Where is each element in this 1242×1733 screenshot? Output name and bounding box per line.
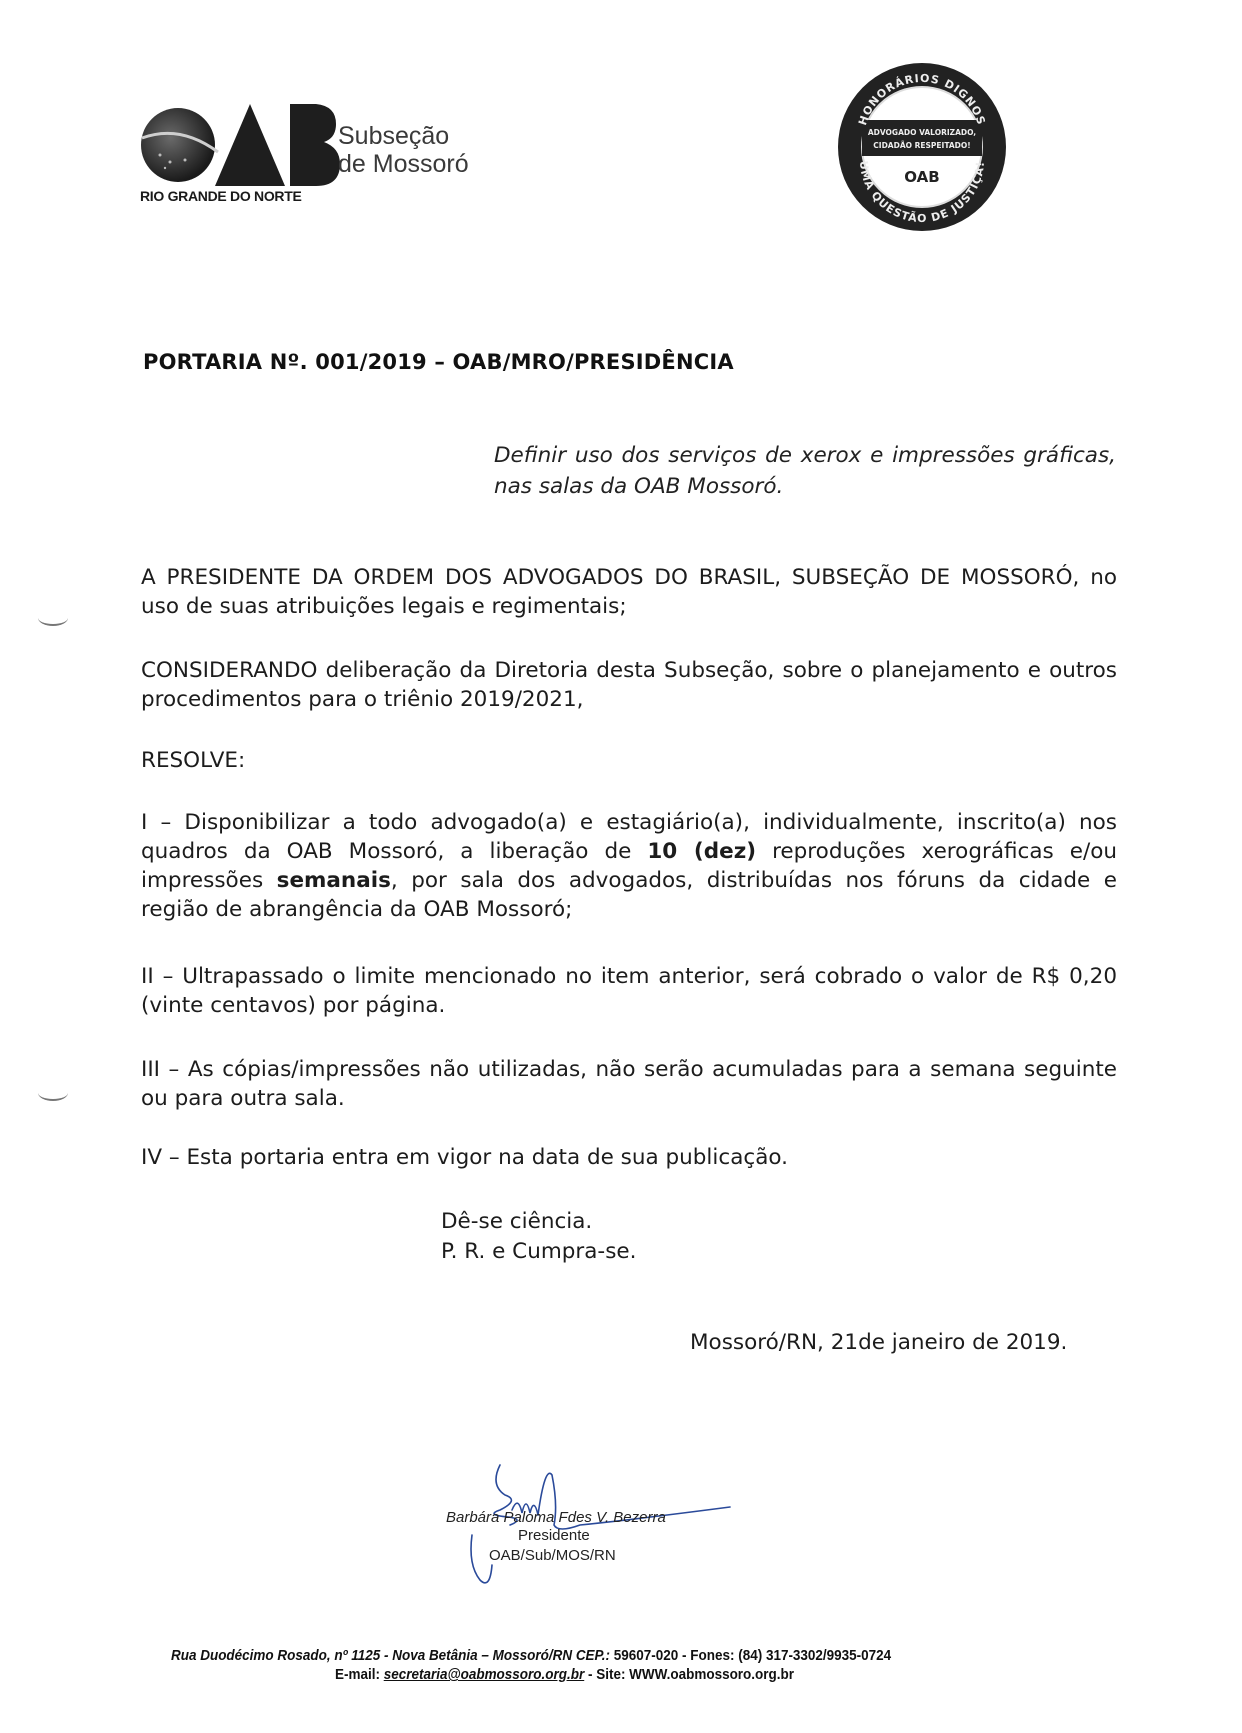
item-1-text: reproduções xerográficas e/ou impressões (141, 839, 1117, 893)
considering-paragraph: CONSIDERANDO deliberação da Diretoria desta Subseção, sobre o planejamento e outros procedimentos para o triênio 2019/2021, (141, 658, 1117, 712)
seal-stamp (832, 60, 1012, 235)
footer-email-link[interactable]: secretaria@oabmossoro.org.br (383, 1667, 585, 1683)
punch-mark (38, 610, 68, 626)
item-1-quantity: 10 (dez) (647, 839, 757, 864)
signatory-org: OAB/Sub/MOS/RN (489, 1547, 616, 1564)
date-line: Mossoró/RN, 21de janeiro de 2019. (690, 1330, 1068, 1355)
footer-site: - Site: WWW.oabmossoro.org.br (584, 1667, 794, 1683)
footer-address-contact: 59607-020 - Fones: (84) 317-3302/9935-0724 (610, 1648, 892, 1664)
seal-center-line2: CIDADÃO RESPEITADO! (873, 141, 971, 150)
logo-subsecao-text: Subseção (338, 122, 450, 150)
logo-state-text: RIO GRANDE DO NORTE (140, 188, 302, 204)
resolve-heading: RESOLVE: (141, 748, 246, 773)
item-1-paragraph (141, 808, 1117, 924)
item-1-text: I – Disponibilizar a todo advogado(a) e estagiário(a), individualmente, inscrito(a) nos quadros da OAB Mossoró, a liberação de (141, 810, 1117, 864)
seal-bottom-text: UMA QUESTÃO DE JUSTIÇA! (856, 160, 988, 226)
closing-line-1: Dê-se ciência. (441, 1209, 593, 1234)
item-2-paragraph: II – Ultrapassado o limite mencionado no item anterior, será cobrado o valor de R$ 0,20 (vinte centavos) por página. (141, 964, 1117, 1018)
signatory-name: Barbára Paloma Fdes V. Bezerra (446, 1509, 666, 1526)
document-title: PORTARIA Nº. 001/2019 – OAB/MRO/PRESIDÊNCIA (143, 350, 734, 374)
seal-top-text: HONORÁRIOS DIGNOS (856, 71, 988, 127)
signatory-role: Presidente (518, 1527, 590, 1544)
logo-mossoro-text: de Mossoró (338, 150, 469, 178)
item-1-frequency: semanais (276, 868, 391, 893)
item-1-text: , por sala dos advogados, distribuídas nos fóruns da cidade e região de abrangência da OAB Mossoró; (141, 868, 1117, 922)
document-subject: Definir uso dos serviços de xerox e impressões gráficas, nas salas da OAB Mossoró. (494, 443, 1116, 499)
punch-mark (38, 1085, 68, 1101)
seal-center-line1: ADVOGADO VALORIZADO, (867, 128, 977, 137)
oab-logo-mark-icon (140, 100, 340, 190)
seal-stamp-icon (832, 60, 1012, 235)
closing-line-2: P. R. e Cumpra-se. (441, 1239, 637, 1264)
footer-email-label: E-mail: (335, 1667, 384, 1683)
oab-logo (140, 100, 500, 215)
item-3-paragraph: III – As cópias/impressões não utilizadas, não serão acumuladas para a semana seguinte ou para outra sala. (141, 1057, 1117, 1111)
item-4-paragraph: IV – Esta portaria entra em vigor na data de sua publicação. (141, 1145, 788, 1170)
footer-address-street: Rua Duodécimo Rosado, nº 1125 - Nova Betânia – Mossoró/RN CEP.: (171, 1648, 611, 1664)
closing-block (441, 1207, 636, 1267)
footer-contact (335, 1667, 794, 1683)
footer-address (171, 1648, 891, 1664)
preamble-paragraph: A PRESIDENTE DA ORDEM DOS ADVOGADOS DO BRASIL, SUBSEÇÃO DE MOSSORÓ, no uso de suas atribuições legais e regimentais; (141, 565, 1117, 619)
seal-center-logo: OAB (904, 168, 940, 186)
